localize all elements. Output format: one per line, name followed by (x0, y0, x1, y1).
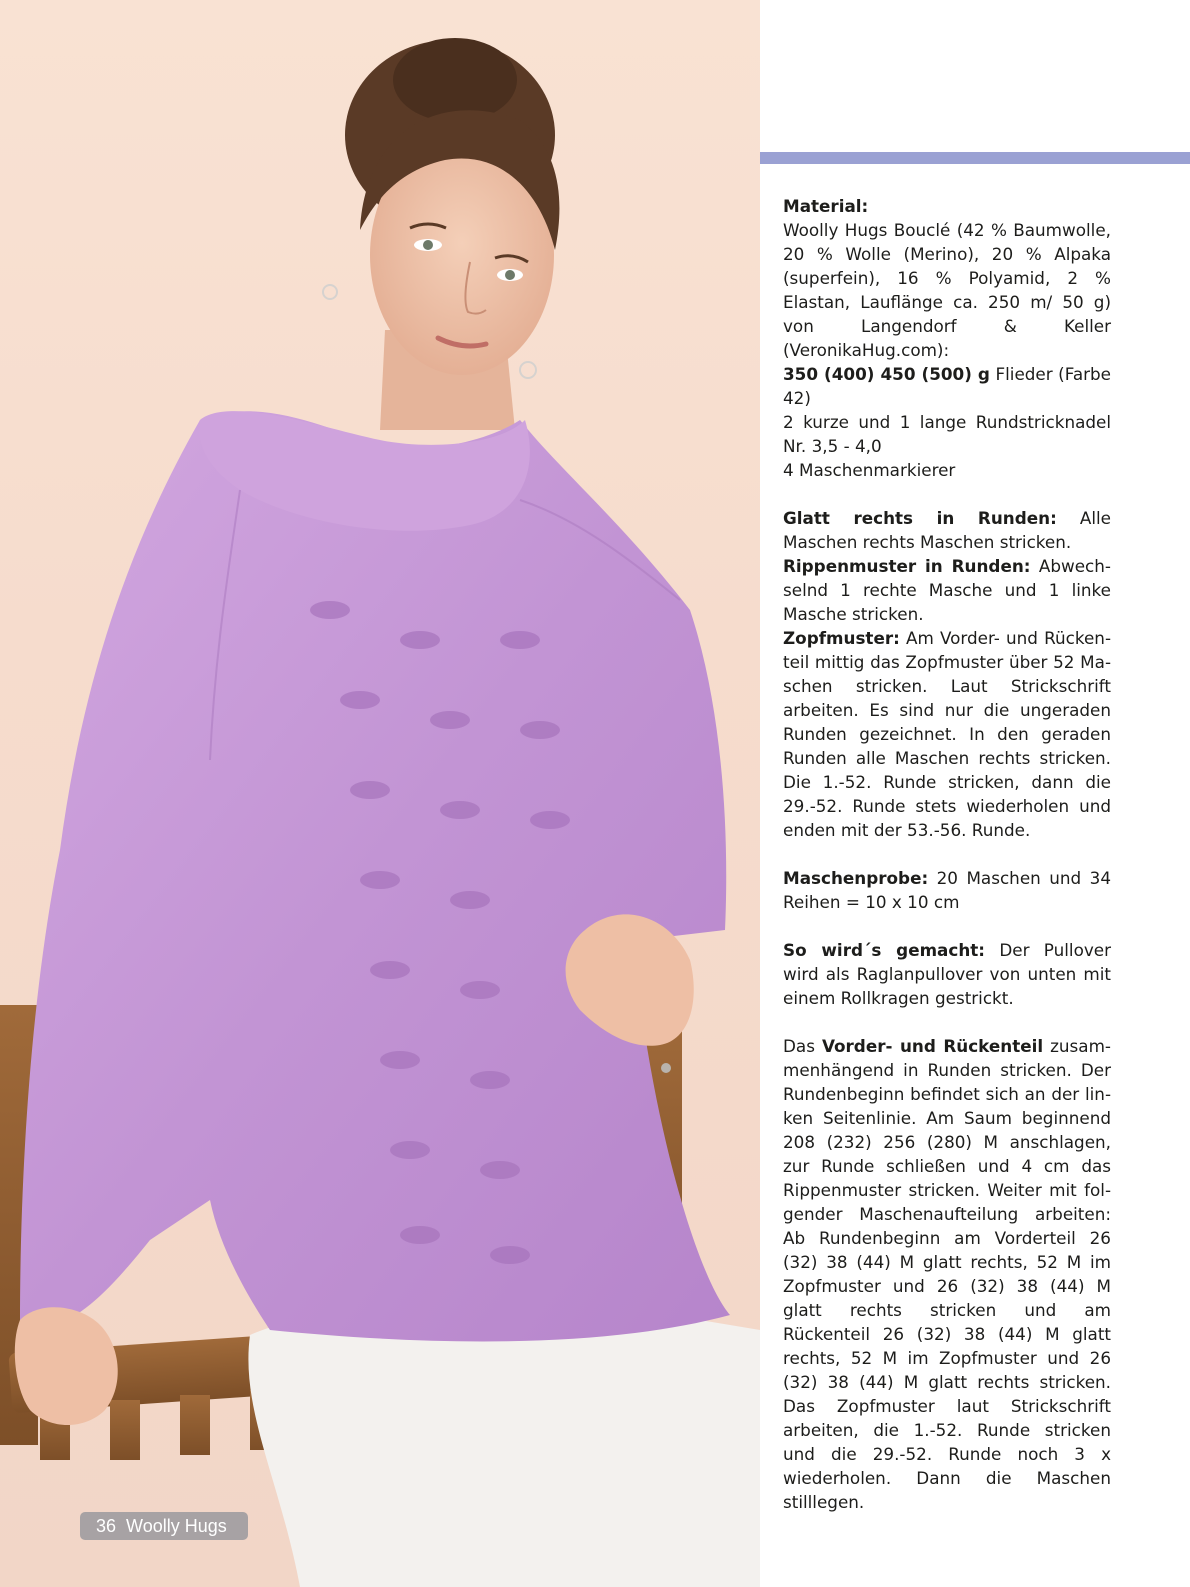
gauge-paragraph: Maschenprobe: 20 Maschen und 34 Reihen = 10 x 10 cm (783, 868, 1111, 912)
material-needles: 2 kurze und 1 lange Rundstricknadel Nr. 3,5 - 4,0 (783, 412, 1111, 456)
material-heading: Material: (783, 196, 869, 216)
rib-paragraph: Rippenmuster in Runden: Abwechselnd 1 rechte Masche und 1 linke Masche stricken. (783, 556, 1111, 624)
magazine-name: Woolly Hugs (126, 1516, 227, 1536)
cable-paragraph: Zopfmuster: Am Vorder- und Rückenteil mittig das Zopfmuster über 52 Maschen stricken. Laut Strickschrift arbeiten. Es sind nur die ungeraden Runden gezeichnet. In den geraden Runden alle Maschen rechts stricken. Die 1.-52. Runde stricken, dann die 29.-52. Runde stets wiederholen und enden mit der 53.-56. Runde. (783, 628, 1111, 840)
instructions-column (783, 194, 1111, 1514)
accent-bar (760, 152, 1190, 164)
howto-paragraph: So wird´s gemacht: Der Pullover wird als Raglanpullover von unten mit einem Rollkragen gestrickt. (783, 940, 1111, 1008)
material-yarn: Woolly Hugs Bouclé (42 % Baumwolle, 20 % Wolle (Merino), 20 % Alpaka (superfein), 16 % Polyamid, 2 % Elastan, Lauflänge ca. 250 m/ 50 g) von Langendorf & Keller (VeronikaHug.com): (783, 220, 1111, 360)
material-amount: 350 (400) 450 (500) g Flieder (Farbe 42) (783, 364, 1111, 408)
trousers (248, 1302, 760, 1587)
stockinette-paragraph: Glatt rechts in Runden: Alle Maschen rechts Maschen stricken. (783, 508, 1111, 552)
material-markers: 4 Maschenmarkierer (783, 460, 956, 480)
body-paragraph: Das Vorder- und Rückenteil zusammenhängend in Runden stricken. Der Rundenbeginn befindet sich an der linken Seitenlinie. Am Saum beginnend 208 (232) 256 (280) M anschlagen, zur Runde schließen und 4 cm das Rippenmuster stricken. Weiter mit folgender Maschenaufteilung arbeiten: Ab Rundenbeginn am Vorderteil 26 (32) 38 (44) M glatt rechts, 52 M im Zopfmuster und 26 (32) 38 (44) M glatt rechts stricken und am Rückenteil 26 (32) 38 (44) M glatt rechts, 52 M im Zopfmuster und 26 (32) 38 (44) M glatt rechts stricken. Das Zopfmuster laut Strickschrift arbeiten, die 1.-52. Runde stricken und die 29.-52. Runde noch 3 x wiederholen. Dann die Maschen stilllegen. (783, 1036, 1111, 1512)
page-number: 36 (96, 1516, 117, 1536)
page-footer (80, 1512, 248, 1540)
